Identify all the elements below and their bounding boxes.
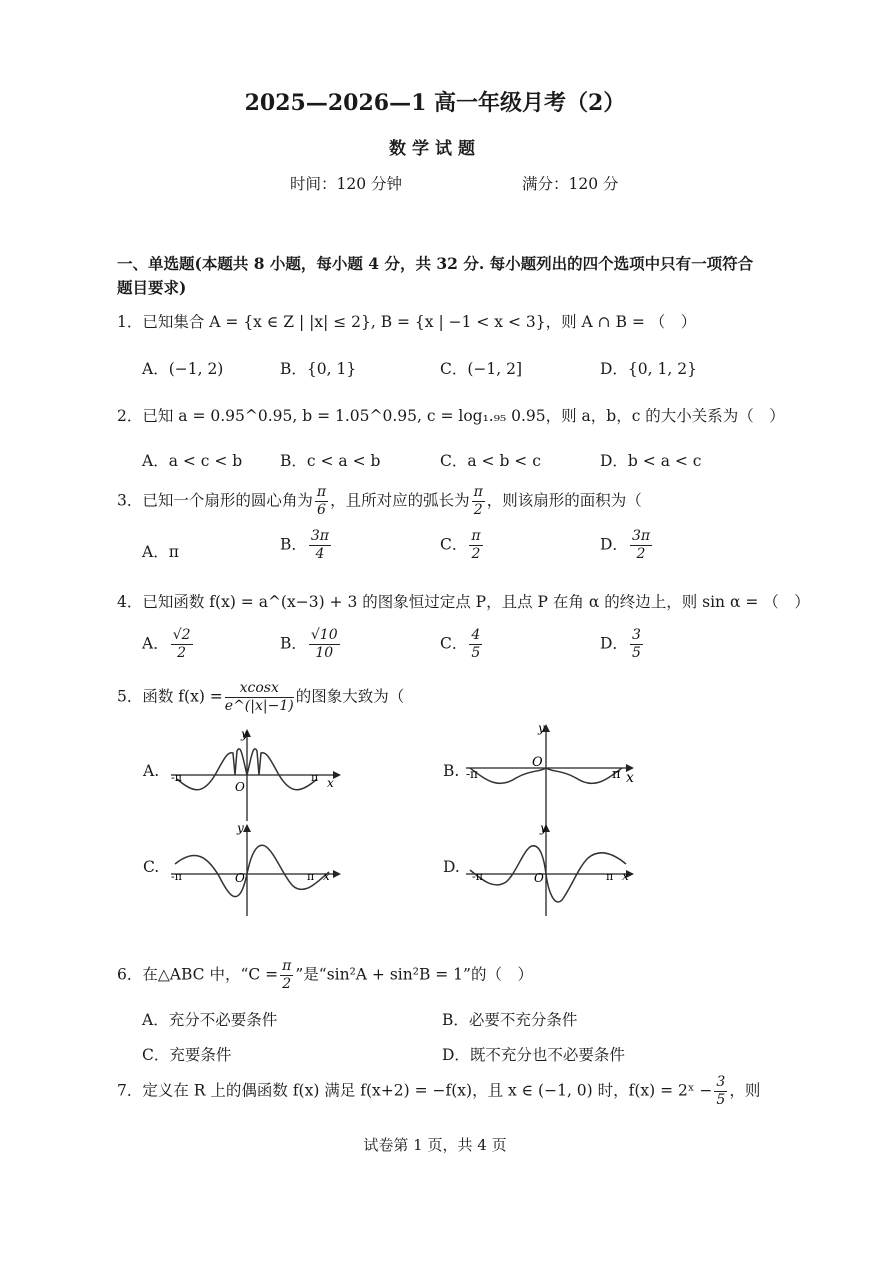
q1-option-d: D．{0, 1, 2} [600, 360, 697, 378]
q1-option-b: B．{0, 1} [280, 360, 357, 378]
q5-graph-c [165, 820, 345, 920]
fraction: $\frac{\pi}{2}$ [473, 484, 483, 518]
y-axis-label: y [241, 727, 248, 741]
fraction: $\frac{\pi}{6}$ [316, 484, 327, 518]
q5-graph-b-label: B. [443, 762, 460, 780]
x-axis-label: x [323, 869, 330, 883]
q3-option-c: C． $\frac{\pi}{2}$ [440, 528, 481, 562]
y-axis-label: y [538, 721, 545, 735]
q3-option-d: D． $\frac{3\pi}{2}$ [600, 528, 651, 562]
q2-option-a: A．a < c < b [142, 452, 243, 470]
section-heading-cont: 题目要求) [117, 278, 187, 297]
x-axis-label: x [626, 770, 634, 786]
q5-graph-d [462, 820, 642, 920]
origin-label: O [532, 755, 543, 770]
exam-title: 2025—2026—1 高一年级月考（2） [244, 90, 626, 116]
q4-option-b: B． $\frac{√10}{10}$ [280, 627, 338, 661]
neg-pi-label: -π [171, 870, 182, 883]
neg-pi-label: -π [472, 870, 483, 883]
exam-score: 满分：120 分 [522, 175, 619, 193]
question-5-stem: 5．函数 f(x) = $\frac{xcosx}{e\^{}(|x|-1)}$ 的图象大致为（ [117, 680, 405, 714]
pi-label: π [307, 870, 315, 883]
q5-graph-b [462, 720, 642, 830]
y-axis-label: y [540, 821, 547, 835]
q2-option-d: D．b < a < c [600, 452, 702, 470]
pi-label: π [311, 771, 319, 784]
q4-option-a: A． $\frac{√2}{2}$ [142, 627, 191, 661]
q5-graph-c-label: C. [143, 858, 160, 876]
neg-pi-label: -π [171, 771, 182, 784]
y-axis-label: y [237, 821, 244, 835]
question-2-stem: 2．已知 a = 0.95^0.95, b = 1.05^0.95, c = log₁.₉₅ 0.95，则 a，b，c 的大小关系为（ ） [117, 407, 785, 425]
q5-graph-a [165, 725, 345, 825]
fraction: $\frac{\pi}{2}$ [282, 958, 292, 992]
q6-option-c: C．充要条件 [142, 1046, 232, 1064]
q1-option-c: C．(−1, 2] [440, 360, 523, 378]
neg-pi-label: -π [466, 767, 478, 781]
q4-option-d: D． $\frac{3}{5}$ [600, 627, 641, 661]
pi-label: π [612, 767, 621, 782]
fraction: $\frac{3}{5}$ [716, 1074, 726, 1108]
question-7-stem: 7．定义在 R 上的偶函数 f(x) 满足 f(x+2) = −f(x)，且 x ∈ (−1, 0) 时，f(x) = 2ˣ − $\frac{3}{5}$ ，则 [117, 1074, 761, 1108]
q5-graph-a-label: A. [143, 762, 160, 780]
origin-label: O [235, 871, 245, 885]
q6-option-b: B．必要不充分条件 [442, 1011, 578, 1029]
page-footer: 试卷第 1 页，共 4 页 [363, 1136, 507, 1154]
pi-label: π [606, 870, 614, 883]
origin-label: O [235, 780, 245, 794]
x-axis-label: x [622, 869, 629, 883]
q4-option-c: C． $\frac{4}{5}$ [440, 627, 481, 661]
fraction: $\frac{xcosx}{e\^{}(|x|-1)}$ [224, 680, 294, 714]
x-axis-label: x [327, 776, 334, 790]
q2-option-c: C．a < b < c [440, 452, 541, 470]
exam-time: 时间：120 分钟 [290, 175, 403, 193]
q2-option-b: B．c < a < b [280, 452, 381, 470]
question-3-stem: 3．已知一个扇形的圆心角为 $\frac{\pi}{6}$ ，且所对应的弧长为 $\frac{\pi}{2}$ ，则该扇形的面积为（ [117, 484, 642, 518]
q6-option-d: D．既不充分也不必要条件 [442, 1046, 625, 1064]
q5-graph-d-label: D. [443, 858, 460, 876]
q3-option-b: B． $\frac{3\pi}{4}$ [280, 528, 329, 562]
question-1-stem: 1．已知集合 A = {x ∈ Z | |x| ≤ 2}, B = {x | −1 < x < 3}，则 A ∩ B = （ ） [117, 313, 697, 331]
question-4-stem: 4．已知函数 f(x) = a^(x−3) + 3 的图象恒过定点 P，且点 P 在角 α 的终边上，则 sin α = （ ） [117, 593, 810, 611]
question-6-stem: 6．在△ABC 中，“C = $\frac{\pi}{2}$ ”是“sin²A + sin²B = 1”的（ ） [117, 958, 533, 992]
origin-label: O [534, 871, 544, 885]
q3-option-a: A．π [142, 543, 179, 561]
section-heading: 一、单选题(本题共 8 小题，每小题 4 分，共 32 分. 每小题列出的四个选项中只有一项符合 [117, 254, 754, 273]
exam-subtitle: 数学试题 [389, 139, 481, 159]
q6-option-a: A．充分不必要条件 [142, 1011, 278, 1029]
q1-option-a: A．(−1, 2) [142, 360, 224, 378]
